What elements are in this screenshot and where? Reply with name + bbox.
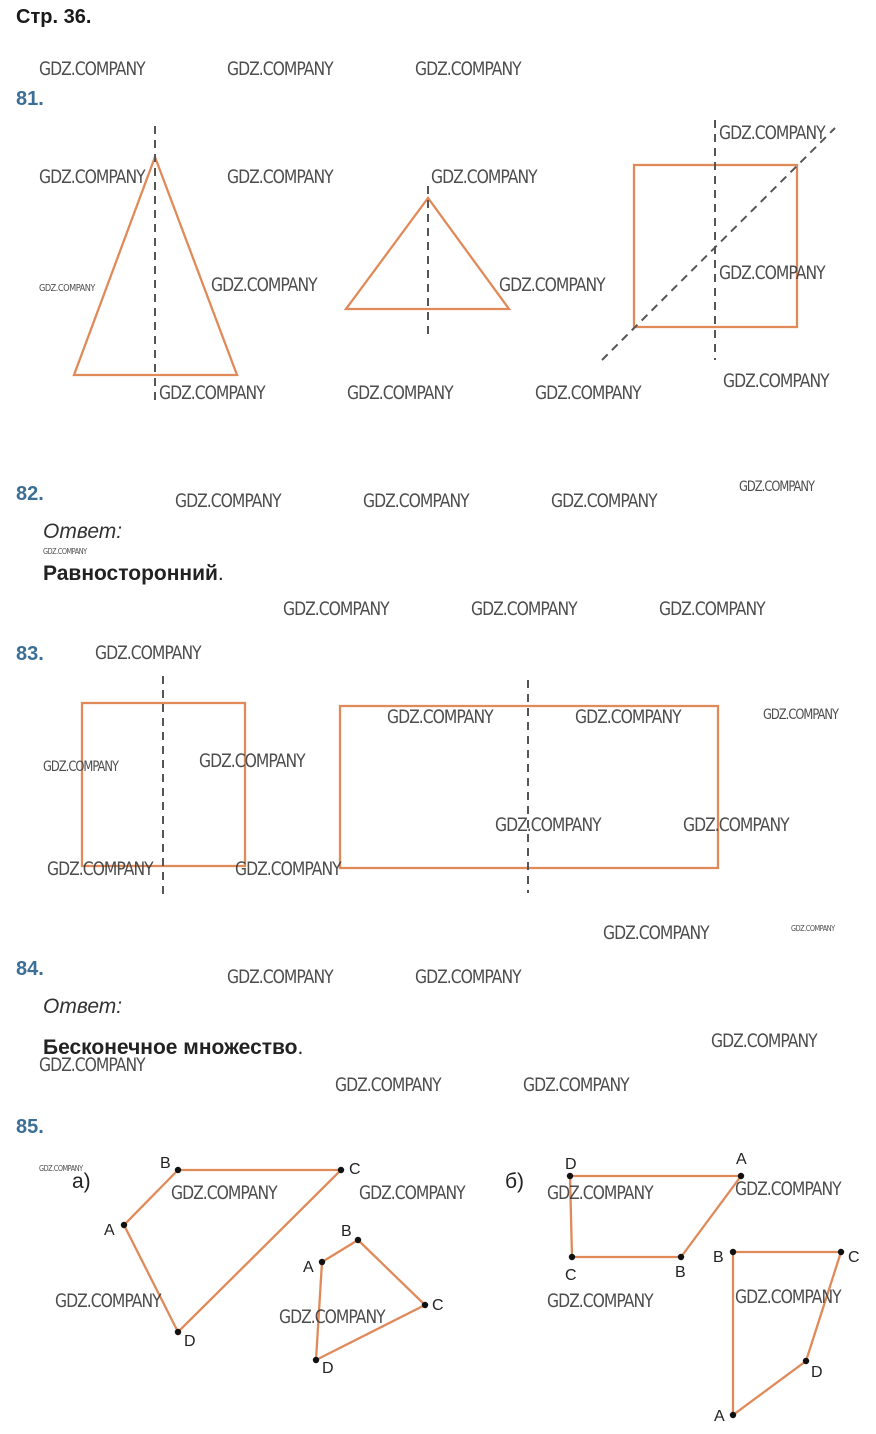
part-b-label: б) [505,1170,525,1193]
watermark: GDZ.COMPANY [575,706,681,728]
answer-period-84: . [297,1036,304,1059]
rectangle [340,706,718,868]
point-b [355,1237,361,1243]
answer-period-82: . [217,562,224,585]
point-c [569,1254,575,1260]
watermark: GDZ.COMPANY [211,274,317,296]
symmetry-axis-diagonal [602,128,835,360]
watermark: GDZ.COMPANY [55,1290,161,1312]
watermark: GDZ.COMPANY [547,1290,653,1312]
vertex-label-c: C [565,1267,577,1284]
answer-label-82: Ответ: [43,520,123,543]
part-a-label: а) [72,1170,91,1193]
watermark: GDZ.COMPANY [43,547,87,556]
vertex-label-b: B [341,1223,352,1240]
watermark: GDZ.COMPANY [39,1164,83,1173]
point-c [838,1249,844,1255]
watermark: GDZ.COMPANY [39,1054,145,1076]
point-a [730,1412,736,1418]
watermark: GDZ.COMPANY [551,490,657,512]
watermark: GDZ.COMPANY [199,750,305,772]
watermark: GDZ.COMPANY [431,166,537,188]
watermark: GDZ.COMPANY [235,858,341,880]
watermark: GDZ.COMPANY [159,382,265,404]
watermark: GDZ.COMPANY [43,759,119,775]
watermark: GDZ.COMPANY [763,707,839,723]
watermark: GDZ.COMPANY [387,706,493,728]
watermark: GDZ.COMPANY [95,642,201,664]
watermark: GDZ.COMPANY [47,858,153,880]
task-number-82: 82. [16,483,44,505]
square [82,703,245,866]
vertex-label-b: B [713,1249,724,1266]
watermark: GDZ.COMPANY [415,58,521,80]
page-title: Стр. 36. [16,6,92,28]
watermark: GDZ.COMPANY [175,490,281,512]
watermark: GDZ.COMPANY [359,1182,465,1204]
point-b [175,1167,181,1173]
watermark: GDZ.COMPANY [523,1074,629,1096]
figure-81-square [602,120,835,360]
vertex-label-a: A [714,1408,725,1425]
watermark: GDZ.COMPANY [719,262,825,284]
watermark: GDZ.COMPANY [471,598,577,620]
watermark: GDZ.COMPANY [347,382,453,404]
point-d [175,1329,181,1335]
watermark: GDZ.COMPANY [683,814,789,836]
watermark: GDZ.COMPANY [279,1306,385,1328]
watermark: GDZ.COMPANY [739,479,815,495]
task-number-81: 81. [16,88,44,110]
quadrilateral [733,1252,841,1415]
point-d [803,1358,809,1364]
watermark: GDZ.COMPANY [227,166,333,188]
watermark: GDZ.COMPANY [227,966,333,988]
figure-85a-quad-2 [303,1223,444,1377]
vertex-label-d: D [811,1364,823,1381]
watermark: GDZ.COMPANY [499,274,605,296]
vertex-label-a: A [736,1151,747,1168]
answer-value-82: Равносторонний [43,562,218,585]
task-number-84: 84. [16,958,44,980]
watermark: GDZ.COMPANY [547,1182,653,1204]
answer-label-84: Ответ: [43,995,123,1018]
watermark: GDZ.COMPANY [603,922,709,944]
watermark: GDZ.COMPANY [39,166,145,188]
vertex-label-c: C [848,1249,860,1266]
vertex-label-c: C [432,1297,444,1314]
watermark: GDZ.COMPANY [227,58,333,80]
vertex-label-d: D [565,1156,577,1173]
watermark: GDZ.COMPANY [363,490,469,512]
vertex-label-b: B [675,1264,686,1281]
watermark: GDZ.COMPANY [535,382,641,404]
answer-value-84: Бесконечное множество [43,1036,298,1059]
watermark: GDZ.COMPANY [719,122,825,144]
vertex-label-d: D [184,1333,196,1350]
task-number-83: 83. [16,643,44,665]
figure-81-triangle [346,186,509,335]
watermark: GDZ.COMPANY [791,924,835,933]
watermark: GDZ.COMPANY [659,598,765,620]
watermark: GDZ.COMPANY [735,1286,841,1308]
watermark: GDZ.COMPANY [335,1074,441,1096]
vertex-label-a: A [104,1222,115,1239]
watermark: GDZ.COMPANY [735,1178,841,1200]
quadrilateral [316,1240,425,1360]
point-b [730,1249,736,1255]
watermark: GDZ.COMPANY [283,598,389,620]
watermark: GDZ.COMPANY [171,1182,277,1204]
vertex-label-c: C [349,1161,361,1178]
point-d [567,1173,573,1179]
task-number-85: 85. [16,1116,44,1138]
watermark: GDZ.COMPANY [723,370,829,392]
watermark: GDZ.COMPANY [39,58,145,80]
point-c [422,1302,428,1308]
vertex-label-b: B [160,1155,171,1172]
watermark: GDZ.COMPANY [711,1030,817,1052]
figure-85b-quad-2 [713,1249,860,1425]
point-a [121,1222,127,1228]
point-c [338,1167,344,1173]
vertex-label-d: D [322,1360,334,1377]
watermark: GDZ.COMPANY [415,966,521,988]
watermark: GDZ.COMPANY [39,283,95,294]
point-b [678,1254,684,1260]
point-d [313,1357,319,1363]
watermark: GDZ.COMPANY [495,814,601,836]
point-a [319,1259,325,1265]
vertex-label-a: A [303,1259,314,1276]
